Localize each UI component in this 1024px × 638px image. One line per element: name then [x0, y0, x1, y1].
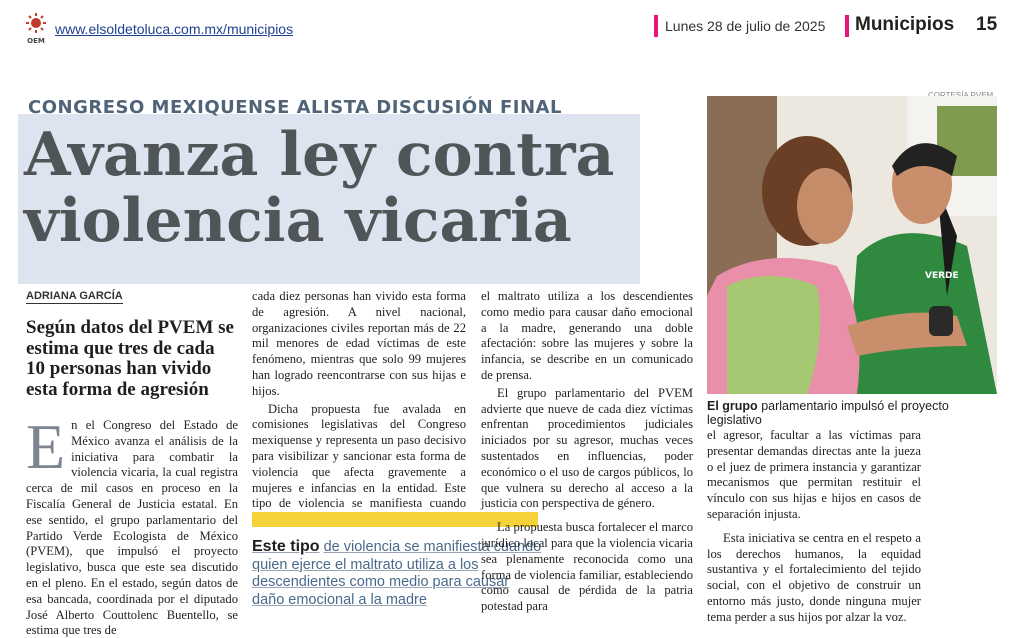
- photo-illustration: [707, 96, 997, 394]
- body-column-3: [481, 289, 693, 615]
- article-photo: [707, 96, 997, 394]
- page-number: 15: [976, 14, 998, 35]
- deck: Según datos del PVEM se estima que tres de cada 10 personas han vivido esta forma de agresión: [26, 317, 234, 400]
- body-column-4: [707, 428, 921, 626]
- body-column-1: [26, 411, 238, 638]
- byline: ADRIANA GARCÍA: [26, 290, 123, 302]
- column-1-text: n el Congreso del Estado de México avanza el análisis de la iniciativa para combatir la violencia vicaria, la cual registra cerca de mil casos en proceso en la Fiscalía General de Justicia estatal. En ese sentido, el grupo parlamentario del Partido Verde Ecologista de México (PVEM), que impulsó el proyecto legislativo, busca que este sea discutido en el pleno. En el estado, según datos de esa bancada, coordinada por el diputado José Alberto Couttolenc Buentello, se estima que tres de: [26, 418, 238, 638]
- vest-text: VERDE: [925, 271, 959, 281]
- body-column-2: [252, 289, 466, 528]
- pull-quote-text: de violencia se manifiesta cuando quien ejerce el maltrato utiliza a los descendientes como medio para causar daño emocional a la madre: [252, 539, 542, 608]
- pull-quote-lead: Este tipo: [252, 538, 320, 555]
- section-title: Municipios: [855, 14, 955, 35]
- issue-date: Lunes 28 de julio de 2025: [665, 18, 826, 34]
- site-url-link[interactable]: www.elsoldetoluca.com.mx/municipios: [55, 21, 294, 37]
- column-3-paragraph-1: el maltrato utiliza a los descendientes como medio para causar daño emocional a la madre, generando una doble afectación: sobre las mujeres y sobre la infancia, se describe en un comunicado de prensa.: [481, 289, 693, 382]
- column-3-paragraph-2: El grupo parlamentario del PVEM advierte que nueve de cada diez víctimas enfrentan procedimientos judiciales iniciados por su agresor, muchas veces sustentados en influencias, poder económico o el uso de cargos públicos, lo que vulnera su derecho al acceso a la justicia con perspectiva de género.: [481, 385, 693, 511]
- column-4-paragraph-2: Esta iniciativa se centra en el respeto a los derechos humanos, la equidad sustantiva y el fortalecimiento del tejido social, con el objetivo de construir un entorno más justo, donde ninguna mujer tema perder a sus hijos por alzar la voz.: [707, 530, 921, 624]
- oem-logo-icon: [22, 12, 50, 46]
- column-4-paragraph-1: el agresor, facultar a las víctimas para presentar demandas directas ante la jueza o el juez de primera instancia y garantizar mecanismos que permitan restituir el vínculo con sus hijas e hijos en casos de separación injusta.: [707, 428, 921, 521]
- caption-text: parlamentario impulsó el proyecto legislativo: [707, 399, 949, 427]
- section-divider: [845, 15, 849, 37]
- kicker: CONGRESO MEXIQUENSE ALISTA DISCUSIÓN FINAL: [28, 97, 562, 118]
- headline: Avanza ley contra violencia vicaria: [24, 120, 615, 256]
- caption-lead: El grupo: [707, 399, 758, 413]
- column-2-paragraph-2: Dicha propuesta fue avalada en comisiones legislativas del Congreso mexiquense y representa un paso decisivo para visibilizar y sancionar esta forma de violencia que afecta gravemente a mujeres e infancias en la entidad. Este tipo de violencia se manifiesta cuando: [252, 401, 466, 511]
- logo-text: OEM: [27, 37, 45, 45]
- column-3-paragraph-3: La propuesta busca fortalecer el marco jurídico local para que la violencia vicaria sea plenamente reconocida como una forma de violencia familiar, estableciendo como causal de pérdida de la patria potestad para: [481, 520, 693, 614]
- column-2-paragraph-1: cada diez personas han vivido esta forma de agresión. A nivel nacional, organizaciones civiles reportan más de 22 mil menores de edad víctimas de este fenómeno, mientras que solo 99 mujeres han logrado reencontrarse con sus hijas e hijos.: [252, 289, 466, 398]
- date-divider: [654, 15, 658, 37]
- dropcap: E: [26, 411, 66, 482]
- photo-caption: [707, 399, 1007, 427]
